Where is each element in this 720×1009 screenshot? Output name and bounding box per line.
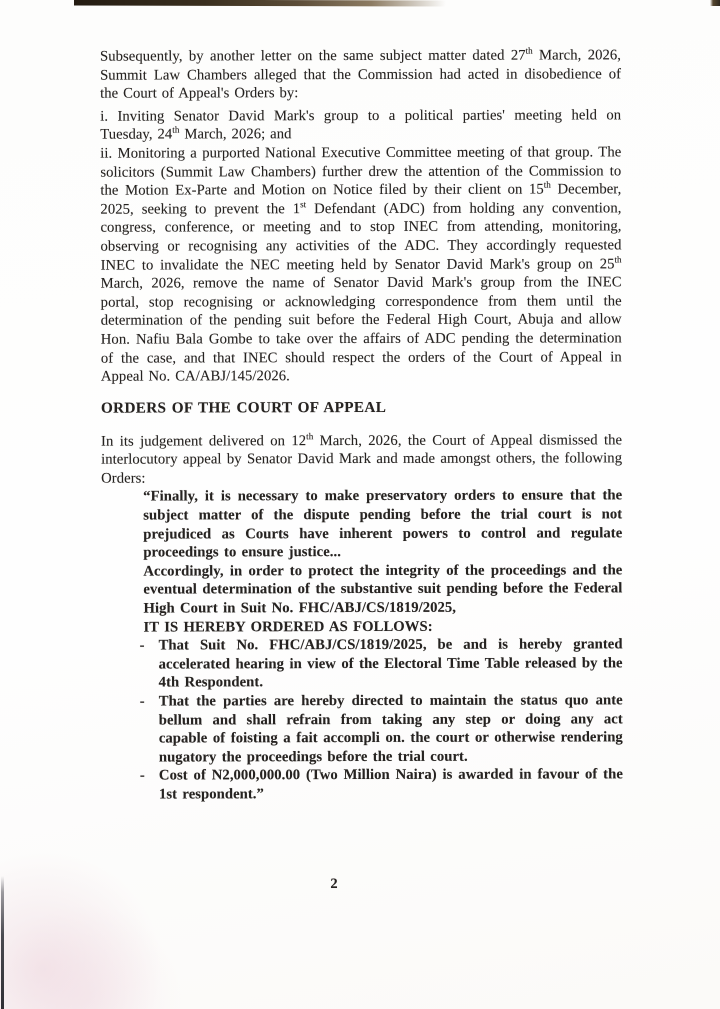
scan-artifact-top-bar	[74, 0, 446, 6]
list-item-i: i. Inviting Senator David Mark's group to a political parties' meeting held on Tuesday, 24th March, 2026; and	[100, 107, 622, 144]
scan-artifact-left-edge-line	[1, 876, 4, 1009]
quote-paragraph-finally: “Finally, it is necessary to make preservatory orders to ensure that the subject matter of the dispute pending before the trial court is not prejudiced as Courts have inherent powers to control and regulate proceedings to ensure justice...	[143, 487, 623, 561]
dash-bullet: -	[139, 693, 145, 710]
quote-paragraph-accordingly: Accordingly, in order to protect the integrity of the proceedings and the eventual determination of the substantive suit pending before the Federal High Court in Suit No. FHC/ABJ/CS/1819/2025,	[143, 562, 623, 617]
order-text: That the parties are hereby directed to maintain the status quo ante bellum and shall refrain from taking any step or doing any act capable of foisting a fait accompli on. the court or otherwise rendering nugatory the proceedings before the trial court.	[158, 692, 623, 766]
order-text: Cost of N2,000,000.00 (Two Million Naira) is awarded in favour of the 1st respondent.”	[158, 766, 623, 803]
dash-bullet: -	[139, 637, 145, 654]
quote-paragraph-ordered: IT IS HEREBY ORDERED AS FOLLOWS:	[143, 618, 433, 636]
list-item-ii: ii. Monitoring a purported National Executive Committee meeting of that group. The solicitors (Summit Law Chambers) further drew the attention of the Commission to the Motion Ex-Parte and Motion on Notice filed by their client on 15th December, 2025, seeking to prevent the 1st Defendant (ADC) from holding any convention, congress, conference, or meeting and to stop INEC from attending, monitoring, observing or recognising any activities of the ADC. They accordingly requested INEC to invalidate the NEC meeting held by Senator David Mark's group on 25th March, 2026, remove the name of Senator David Mark's group from the INEC portal, stop recognising or acknowledging correspondence from them until the determination of the pending suit before the Federal High Court, Abuja and allow Hon. Nafiu Bala Gombe to take over the affairs of ADC pending the determination of the case, and that INEC should respect the orders of the Court of Appeal in Appeal No. CA/ABJ/145/2026.	[100, 144, 622, 385]
order-item	[140, 691, 623, 767]
paragraph-judgement-intro: In its judgement delivered on 12th March, 2026, the Court of Appeal dismissed the interlocutory appeal by Senator David Mark and made amongst others, the following Orders:	[101, 430, 623, 487]
dash-bullet: -	[139, 767, 145, 784]
scan-artifact-top-right-mark	[710, 0, 720, 6]
order-item	[140, 766, 623, 804]
court-order-quote-block	[139, 487, 623, 804]
order-item	[140, 636, 623, 693]
page-number: 2	[330, 876, 338, 892]
section-heading-orders: ORDERS OF THE COURT OF APPEAL	[100, 398, 387, 417]
document-text-column	[100, 46, 623, 804]
order-text: That Suit No. FHC/ABJ/CS/1819/2025, be and is hereby granted accelerated hearing in view of the Electoral Time Table released by the 4th Respondent.	[158, 636, 623, 691]
paragraph-subsequently: Subsequently, by another letter on the same subject matter dated 27th March, 2026, Summit Law Chambers alleged that the Commission had acted in disobedience of the Court of Appeal's Orders by:	[100, 45, 622, 102]
